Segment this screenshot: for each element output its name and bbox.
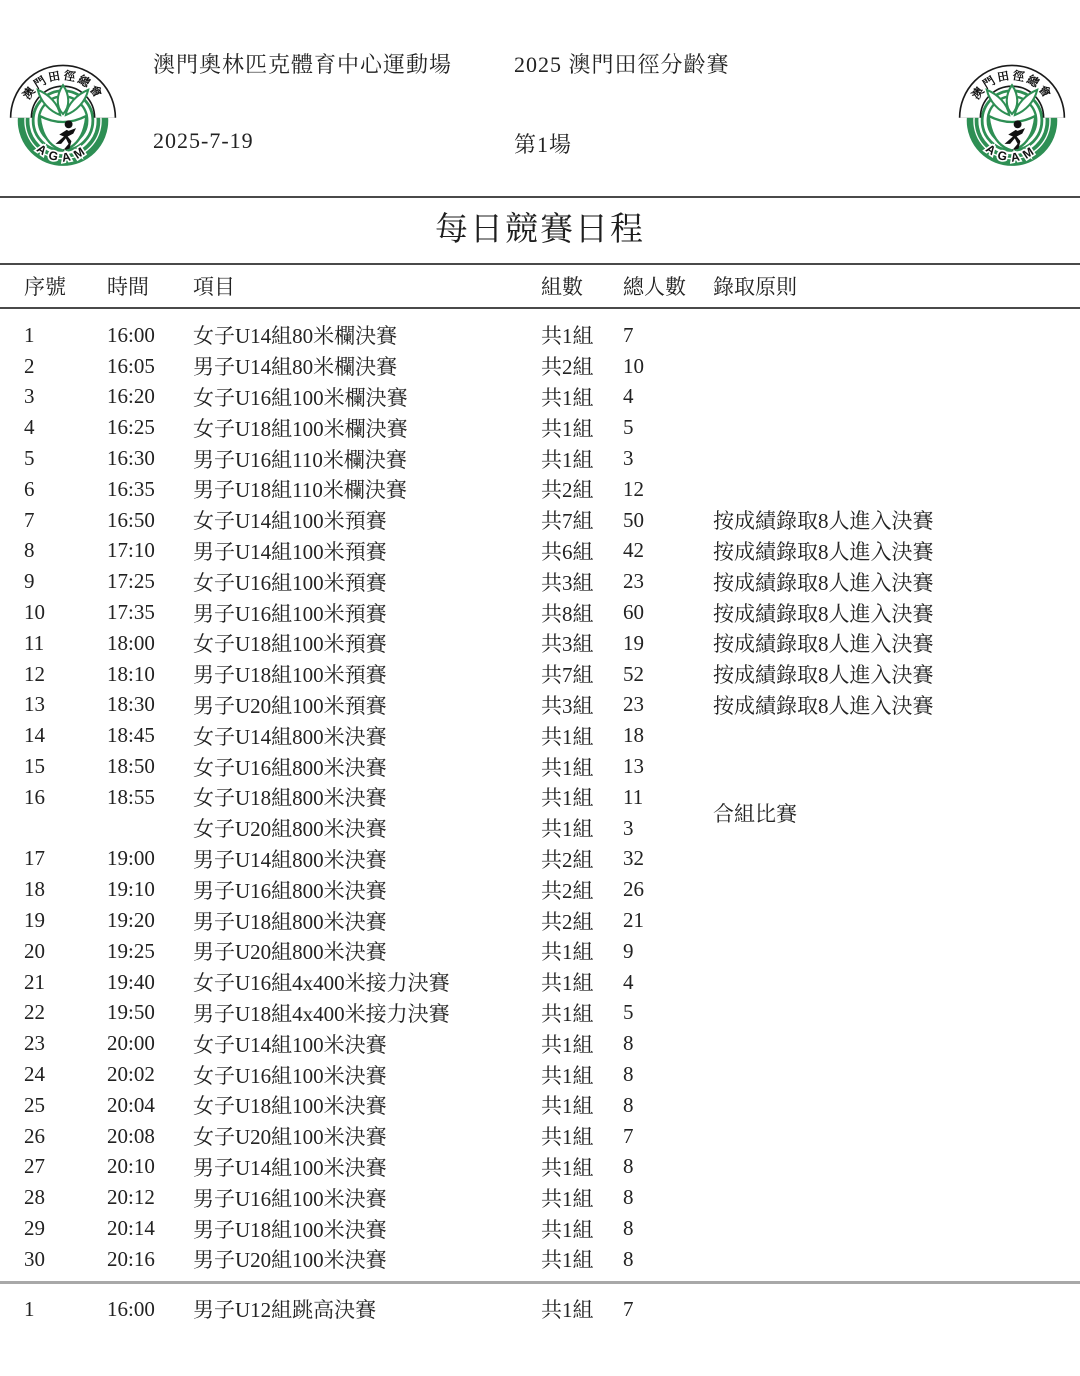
- cell-total: 12: [623, 476, 644, 501]
- cell-principle: 按成績錄取8人進入決賽: [713, 693, 934, 718]
- cell-total: 13: [623, 754, 644, 779]
- cell-event: 女子U18組800米決賽: [193, 786, 387, 811]
- cell-seq: 18: [24, 877, 45, 902]
- cell-total: 4: [623, 969, 634, 994]
- cell-seq: 10: [24, 600, 45, 625]
- column-header-total: 總人數: [623, 275, 686, 299]
- cell-event: 男子U18組800米決賽: [193, 909, 387, 934]
- cell-event: 男子U20組100米預賽: [193, 693, 387, 718]
- cell-event: 男子U18組100米預賽: [193, 663, 387, 688]
- cell-seq: 13: [24, 692, 45, 717]
- cell-total: 7: [623, 322, 634, 347]
- table-row: [0, 782, 1080, 827]
- cell-time: 20:08: [107, 1123, 155, 1148]
- table-row: [0, 505, 1080, 536]
- cell-groups: 共1組: [541, 416, 594, 441]
- cell-total: 19: [623, 630, 644, 655]
- cell-time: 19:00: [107, 846, 155, 871]
- cell-total: 3: [623, 446, 634, 471]
- cell-seq: 28: [24, 1185, 45, 1210]
- cell-groups: 共2組: [541, 355, 594, 380]
- cell-groups: 共2組: [541, 847, 594, 872]
- cell-total: 3: [623, 815, 634, 840]
- column-header-event: 項目: [193, 275, 235, 299]
- cell-total: 23: [623, 692, 644, 717]
- cell-total: 10: [623, 353, 644, 378]
- cell-time: 20:12: [107, 1185, 155, 1210]
- table-row: [0, 967, 1080, 998]
- cell-event: 男子U18組4x400米接力決賽: [193, 1001, 450, 1026]
- table-row: [0, 1059, 1080, 1090]
- cell-seq: 25: [24, 1092, 45, 1117]
- cell-total: 50: [623, 507, 644, 532]
- table-row: [0, 998, 1080, 1029]
- cell-groups: 共3組: [541, 570, 594, 595]
- cell-seq: 5: [24, 446, 35, 471]
- cell-seq: 9: [24, 569, 35, 594]
- cell-total: 8: [623, 1185, 634, 1210]
- cell-time: 19:50: [107, 1000, 155, 1025]
- cell-event: 男子U18組100米決賽: [193, 1217, 387, 1242]
- cell-groups: 共1組: [541, 786, 594, 811]
- cell-groups: 共1組: [541, 971, 594, 996]
- cell-time: 16:00: [107, 1296, 155, 1321]
- cell-groups: 共1組: [541, 1186, 594, 1211]
- cell-time: 17:35: [107, 600, 155, 625]
- cell-groups: 共1組: [541, 1155, 594, 1180]
- cell-seq: 29: [24, 1216, 45, 1240]
- cell-groups: 共2組: [541, 909, 594, 934]
- cell-event: 女子U18組100米決賽: [193, 1094, 387, 1119]
- cell-groups: 共1組: [541, 1094, 594, 1119]
- table-row: [0, 1244, 1080, 1275]
- cell-event: 女子U14組800米決賽: [193, 724, 387, 749]
- cell-time: 18:30: [107, 692, 155, 717]
- table-row: [0, 905, 1080, 936]
- cell-event: 女子U14組80米欄決賽: [193, 324, 398, 349]
- cell-event: 女子U16組800米決賽: [193, 755, 387, 780]
- cell-principle: 按成績錄取8人進入決賽: [713, 570, 934, 595]
- cell-event: 男子U14組800米決賽: [193, 847, 387, 872]
- cell-seq: 17: [24, 846, 45, 871]
- cell-total: 60: [623, 600, 644, 625]
- cell-groups: 共8組: [541, 601, 594, 626]
- cell-total: 21: [623, 908, 644, 933]
- table-row: [0, 720, 1080, 751]
- cell-time: 16:25: [107, 415, 155, 440]
- cell-total: 11: [623, 784, 644, 809]
- cell-groups: 共1組: [541, 1125, 594, 1150]
- cell-time: 16:50: [107, 507, 155, 532]
- cell-seq: 11: [24, 630, 45, 655]
- cell-total: 7: [623, 1123, 634, 1148]
- table-row: [0, 628, 1080, 659]
- table-row: [0, 844, 1080, 875]
- cell-total: 8: [623, 1062, 634, 1087]
- cell-event: 男子U12組跳高決賽: [193, 1298, 377, 1323]
- cell-principle: 按成績錄取8人進入決賽: [713, 601, 934, 626]
- table-row: [0, 659, 1080, 690]
- cell-time: 17:10: [107, 538, 155, 563]
- cell-event: 女子U16組100米欄決賽: [193, 385, 408, 410]
- cell-groups: 共1組: [541, 755, 594, 780]
- cell-time: 18:50: [107, 754, 155, 779]
- cell-total: 23: [623, 569, 644, 594]
- cell-seq: 14: [24, 723, 45, 748]
- cell-groups: 共1組: [541, 1248, 594, 1273]
- cell-groups: 共1組: [541, 385, 594, 410]
- table-row: [0, 351, 1080, 382]
- cell-principle: 合組比賽: [713, 802, 797, 827]
- cell-event: 女子U16組100米預賽: [193, 570, 387, 595]
- cell-total: 32: [623, 846, 644, 871]
- schedule-rows: [0, 309, 1080, 1275]
- cell-time: 20:00: [107, 1031, 155, 1056]
- table-header: [0, 265, 1080, 309]
- cell-total: 5: [623, 415, 634, 440]
- cell-seq: 27: [24, 1154, 45, 1179]
- cell-seq: 6: [24, 476, 35, 501]
- cell-groups: 共1組: [541, 1217, 594, 1242]
- table-row: [0, 1121, 1080, 1152]
- cell-groups: 共3組: [541, 632, 594, 657]
- cell-groups: 共2組: [541, 878, 594, 903]
- cell-time: 20:14: [107, 1216, 155, 1240]
- cell-time: 18:45: [107, 723, 155, 748]
- cell-time: 16:30: [107, 446, 155, 471]
- cell-time: 17:25: [107, 569, 155, 594]
- cell-seq: 24: [24, 1062, 45, 1087]
- cell-event: 女子U14組100米預賽: [193, 509, 387, 534]
- cell-total: 52: [623, 661, 644, 686]
- cell-principle: 按成績錄取8人進入決賽: [713, 539, 934, 564]
- agam-logo-right: [956, 58, 1068, 172]
- cell-event: 男子U20組800米決賽: [193, 940, 387, 965]
- cell-total: 5: [623, 1000, 634, 1025]
- cell-seq: 1: [24, 1296, 35, 1321]
- table-row: [0, 443, 1080, 474]
- table-row: [0, 1294, 1080, 1325]
- session-number: 第1場: [514, 132, 573, 157]
- cell-total: 8: [623, 1154, 634, 1179]
- cell-groups: 共7組: [541, 509, 594, 534]
- cell-event: 男子U20組100米決賽: [193, 1248, 387, 1273]
- table-row: [0, 751, 1080, 782]
- cell-seq: 2: [24, 353, 35, 378]
- cell-event: 男子U14組100米決賽: [193, 1155, 387, 1180]
- cell-total: 18: [623, 723, 644, 748]
- cell-event: 女子U18組100米欄決賽: [193, 416, 408, 441]
- cell-groups: 共1組: [541, 1298, 594, 1323]
- cell-groups: 共1組: [541, 1001, 594, 1026]
- cell-principle: 按成績錄取8人進入決賽: [713, 632, 934, 657]
- cell-event: 女子U16組4x400米接力決賽: [193, 971, 450, 996]
- cell-total: 26: [623, 877, 644, 902]
- cell-event: 女子U20組100米決賽: [193, 1125, 387, 1150]
- table-row: [0, 1090, 1080, 1121]
- table-row: [0, 1213, 1080, 1244]
- cell-time: 19:40: [107, 969, 155, 994]
- cell-total: 8: [623, 1216, 634, 1240]
- session-date: 2025-7-19: [153, 128, 254, 153]
- cell-time: 16:20: [107, 384, 155, 409]
- cell-time: 20:16: [107, 1246, 155, 1271]
- cell-seq: 20: [24, 938, 45, 963]
- cell-seq: 12: [24, 661, 45, 686]
- cell-total: 8: [623, 1031, 634, 1056]
- table-row: [0, 936, 1080, 967]
- table-row: [0, 536, 1080, 567]
- cell-time: 20:04: [107, 1092, 155, 1117]
- cell-event: 女子U14組100米決賽: [193, 1032, 387, 1057]
- cell-seq: 22: [24, 1000, 45, 1025]
- table-row: [0, 1182, 1080, 1213]
- cell-seq: 15: [24, 754, 45, 779]
- table-row: [0, 320, 1080, 351]
- cell-event: 男子U16組800米決賽: [193, 878, 387, 903]
- column-header-groups: 組數: [541, 275, 583, 299]
- cell-seq: 21: [24, 969, 45, 994]
- cell-seq: 4: [24, 415, 35, 440]
- cell-groups: 共1組: [541, 447, 594, 472]
- competition-name: 2025 澳門田徑分齡賽: [514, 52, 730, 77]
- table-row: [0, 382, 1080, 413]
- cell-event: 男子U16組110米欄決賽: [193, 447, 407, 472]
- table-row: [0, 1152, 1080, 1183]
- column-header-seq: 序號: [24, 275, 66, 299]
- cell-time: 16:35: [107, 476, 155, 501]
- cell-groups: 共7組: [541, 663, 594, 688]
- cell-time: 18:00: [107, 630, 155, 655]
- title-band: [0, 198, 1080, 265]
- cell-total: 8: [623, 1246, 634, 1271]
- cell-seq: 19: [24, 908, 45, 933]
- cell-seq: 16: [24, 784, 45, 809]
- cell-groups: 共1組: [541, 940, 594, 965]
- table-row: [0, 474, 1080, 505]
- cell-event: 男子U14組100米預賽: [193, 539, 387, 564]
- cell-groups: 共1組: [541, 724, 594, 749]
- cell-event: 男子U16組100米預賽: [193, 601, 387, 626]
- table-row: [0, 874, 1080, 905]
- cell-seq: 3: [24, 384, 35, 409]
- cell-groups: 共1組: [541, 817, 594, 842]
- cell-time: 19:10: [107, 877, 155, 902]
- cell-groups: 共1組: [541, 1063, 594, 1088]
- cell-total: 9: [623, 938, 634, 963]
- cell-principle: 按成績錄取8人進入決賽: [713, 663, 934, 688]
- cell-time: 19:25: [107, 938, 155, 963]
- table-row: [0, 597, 1080, 628]
- cell-seq: 1: [24, 322, 35, 347]
- cell-seq: 7: [24, 507, 35, 532]
- cell-time: 20:02: [107, 1062, 155, 1087]
- cell-time: 19:20: [107, 908, 155, 933]
- cell-groups: 共6組: [541, 539, 594, 564]
- cell-event: 男子U14組80米欄決賽: [193, 355, 398, 380]
- cell-total: 4: [623, 384, 634, 409]
- table-row: [0, 566, 1080, 597]
- column-header-time: 時間: [107, 275, 149, 299]
- cell-groups: 共3組: [541, 693, 594, 718]
- cell-event: 女子U16組100米決賽: [193, 1063, 387, 1088]
- cell-time: 16:05: [107, 353, 155, 378]
- cell-principle: 按成績錄取8人進入決賽: [713, 509, 934, 534]
- cell-time: 18:10: [107, 661, 155, 686]
- cell-time: 18:55: [107, 784, 155, 809]
- cell-groups: 共1組: [541, 1032, 594, 1057]
- cell-event: 女子U20組800米決賽: [193, 817, 387, 842]
- cell-total: 8: [623, 1092, 634, 1117]
- table-row: [0, 1028, 1080, 1059]
- table-row: [0, 412, 1080, 443]
- cell-time: 16:00: [107, 322, 155, 347]
- cell-seq: 30: [24, 1246, 45, 1271]
- cell-seq: 23: [24, 1031, 45, 1056]
- cell-groups: 共1組: [541, 324, 594, 349]
- venue-name: 澳門奧林匹克體育中心運動場: [153, 52, 453, 77]
- cell-event: 男子U18組110米欄決賽: [193, 478, 407, 503]
- cell-event: 女子U18組100米預賽: [193, 632, 387, 657]
- cell-total: 42: [623, 538, 644, 563]
- table-row: [0, 690, 1080, 721]
- cell-event: 男子U16組100米決賽: [193, 1186, 387, 1211]
- cell-time: 20:10: [107, 1154, 155, 1179]
- cell-seq: 8: [24, 538, 35, 563]
- agam-logo-left: [7, 58, 119, 172]
- cell-seq: 26: [24, 1123, 45, 1148]
- column-header-principle: 錄取原則: [713, 275, 797, 299]
- page-title: 每日競賽日程: [435, 212, 645, 248]
- document-header: [0, 0, 1080, 196]
- schedule-rows-2: [0, 1284, 1080, 1325]
- cell-groups: 共2組: [541, 478, 594, 503]
- cell-total: 7: [623, 1296, 634, 1321]
